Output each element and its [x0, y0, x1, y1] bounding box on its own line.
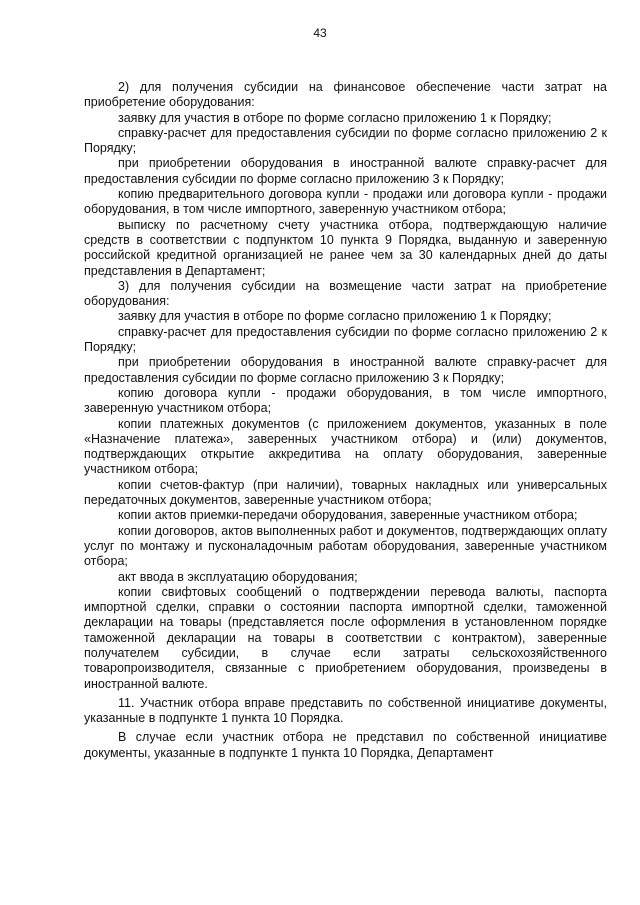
paragraph: при приобретении оборудования в иностранной валюте справку-расчет для предоставления субсидии по форме согласно приложению 3 к Порядку; [84, 156, 607, 186]
paragraph: копию предварительного договора купли - продажи или договора купли - продажи оборудования, в том числе импортного, заверенную участником отбора; [84, 187, 607, 217]
paragraph: копии актов приемки-передачи оборудования, заверенные участником отбора; [118, 508, 578, 523]
document-body [84, 80, 607, 761]
paragraph: 2) для получения субсидии на финансовое обеспечение части затрат на приобретение оборудования: [84, 80, 607, 110]
paragraph: копии свифтовых сообщений о подтверждении перевода валюты, паспорта импортной сделки, справки о состоянии паспорта импортной сделки, таможенной декларации на товары (представляется после оформления в установленном порядке таможенной декларации на товары в соответствии с контрактом), заверенные получателем субсидии, в случае если затраты сельскохозяйственного товаропроизводителя, связанные с приобретением оборудования, произведены в иностранной валюте. [84, 584, 607, 691]
paragraph: выписку по расчетному счету участника отбора, подтверждающую наличие средств в соответствии с подпунктом 10 пункта 9 Порядка, выданную и заверенную российской кредитной организацией не ранее чем за 30 календарных дней до даты представления в Департамент; [84, 217, 607, 278]
paragraph: копии счетов-фактур (при наличии), товарных накладных или универсальных передаточных документов, заверенные участником отбора; [84, 477, 607, 508]
paragraph: справку-расчет для предоставления субсидии по форме согласно приложению 2 к Порядку; [84, 324, 607, 355]
page-number: 43 [313, 26, 327, 40]
paragraph: 3) для получения субсидии на возмещение части затрат на приобретение оборудования: [84, 278, 607, 309]
paragraph: справку-расчет для предоставления субсидии по форме согласно приложению 2 к Порядку; [84, 125, 607, 156]
paragraph: копии договоров, актов выполненных работ и документов, подтверждающих оплату услуг по монтажу и пусконаладочным работам оборудования, заверенные участником отбора; [84, 523, 607, 569]
paragraph: заявку для участия в отборе по форме согласно приложению 1 к Порядку; [118, 110, 552, 125]
paragraph: 11. Участник отбора вправе представить по собственной инициативе документы, указанные в подпункте 1 пункта 10 Порядка. [84, 695, 607, 726]
paragraph: копии платежных документов (с приложением документов, указанных в поле «Назначение платежа», заверенных участником отбора) и (или) документов, подтверждающих открытие аккредитива на оплату оборудования, заверенные участником отбора; [84, 416, 607, 477]
paragraph: при приобретении оборудования в иностранной валюте справку-расчет для предоставления субсидии по форме согласно приложению 3 к Порядку; [84, 355, 607, 385]
paragraph: акт ввода в эксплуатацию оборудования; [118, 569, 358, 584]
paragraph: заявку для участия в отборе по форме согласно приложению 1 к Порядку; [118, 309, 552, 324]
paragraph: копию договора купли - продажи оборудования, в том числе импортного, заверенную участником отбора; [84, 385, 607, 416]
paragraph: В случае если участник отбора не представил по собственной инициативе документы, указанные в подпункте 1 пункта 10 Порядка, Департамент [84, 730, 607, 760]
